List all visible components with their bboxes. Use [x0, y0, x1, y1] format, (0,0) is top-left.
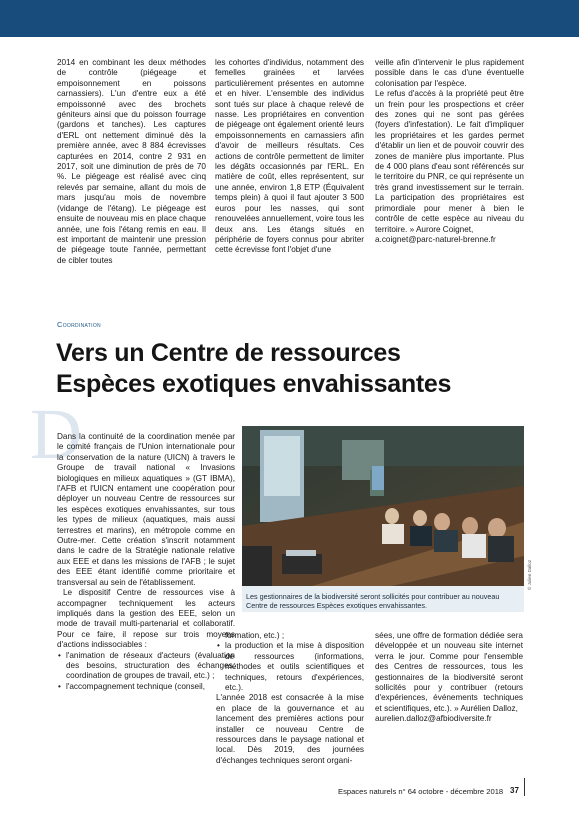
section-label: Coordination	[57, 320, 101, 329]
header-band	[0, 0, 579, 37]
top-column-2	[215, 58, 364, 256]
left-list-item: • l'accompagnement technique (conseil,	[66, 682, 235, 692]
top-col3-para1: veille afin d'intervenir le plus rapidement possible dans le cas d'une éventuelle colonisation par l'espèce.	[375, 58, 524, 88]
mid-list-item: • la production et la mise à disposition de ressources (informations, méthodes et outils scientifiques et techniques, retours d'expériences, etc.).	[225, 641, 364, 693]
right-para-1: sées, une offre de formation dédiée sera développée et un nouveau site internet verra le jour. Comme pour l'ensemble des Centres de ressources, tous les gestionnaires de la biodiversité seront sollicités pour y contribuer (retours d'expériences, événements techniques et scientifiques, etc.). » Aurélien Dalloz,	[375, 631, 523, 713]
top-col1-text: 2014 en combinant les deux méthodes de contrôle (piégeage et empoisonnement en poissons carnassiers). L'un d'entre eux a été empoissonné avec des brochets géniteurs ainsi que du poisson fourrage (gardons et tanches). Les captures d'ERL ont nettement diminué dès la première année, avec 8 884 écrevisses capturées en 2014, contre 2 931 en 2017, soit une diminution de près de 70 %. Le piégeage est réalisé avec cinq relevés par semaine, allant du mois de mars jusqu'au mois de novembre (vidange de l'étang). Le piégeage est ensuite de nouveau mis en place chaque année, une fois l'étang remis en eau. Il est important de maintenir une pression de piégeage toute l'année, permettant de cibler toutes	[57, 58, 206, 265]
photo-credit: © Julien Dalloz	[527, 559, 532, 590]
top-column-1	[57, 58, 206, 266]
photo-caption: Les gestionnaires de la biodiversité seront sollicités pour contribuer au nouveau Centre de ressources Espèces exotiques envahissantes.	[246, 592, 500, 610]
article-column-left	[57, 432, 235, 692]
page-number: 37	[510, 786, 519, 795]
left-para-2: Le dispositif Centre de ressources vise à accompagner techniquement les acteurs impliqués dans la gestion des EEE, selon un mode de travail multi-partenarial et collaboratif. Pour ce faire, il repose sur trois moyens d'actions indissociables :	[57, 588, 235, 650]
article-title	[56, 338, 526, 400]
title-line-2: Espèces exotiques envahissantes	[56, 370, 452, 398]
mid-list	[216, 641, 364, 693]
article-column-middle	[216, 631, 364, 766]
footer-publication: Espaces naturels n° 64 octobre - décembre 2018	[338, 787, 504, 796]
top-col3-para2: Le refus d'accès à la propriété peut être un frein pour les prospections et créer des zones qui ne sont pas gérées (foyers d'infestation). Le fait d'impliquer les propriétaires et les gardes permet d'établir un lien et de pouvoir couvrir des zones de manière plus importante. Plus de 4 000 plans d'eau sont référencés sur le territoire du PNR, ce qui représente un très grand investissement sur le terrain. La participation des propriétaires est primordiale pour mener à bien le contrôle de cette espèce au niveau du territoire. » Aurore Coignet,	[375, 89, 524, 234]
left-para-1: Dans la continuité de la coordination menée par le comité français de l'Union internationale pour la conservation de la nature (UICN) à travers le Groupe de travail national « Invasions biologiques en milieux aquatiques » (GT IBMA), l'AFB et l'UICN entament une coopération pour déployer un nouveau Centre de ressources sur les espèces exotiques envahissantes, sur tous les types de milieux (aquatiques, mais aussi terrestres et marins), en métropole comme en Outre-mer. Cette création s'inscrit notamment dans le cadre de la Stratégie nationale relative aux EEE et dans les missions de l'AFB ; le sujet des EEE étant identifié comme prioritaire et transversal au sein de l'établissement.	[57, 432, 235, 587]
footer-divider	[524, 778, 525, 796]
drop-cap: D	[30, 394, 82, 474]
top-col2-text: les cohortes d'individus, notamment des femelles grainées et larvées particulièrement présentes en automne et en hiver. L'ensemble des individus sont tués sur place à chaque relevé de nasse. Les propriétaires en convention de piégeage ont également orienté leurs empoissonnements en carnassiers afin d'avoir de meilleurs résultats. Ces actions de contrôle permettent de limiter les dégâts occasionnés par l'ERL. En matière de coût, elles représentent, sur une année, environ 1,8 ETP (Équivalent temps plein) à quoi il faut ajouter 3 500 euros pour les nasses, qui sont renouvelées annuellement, voire tous les deux ans. Les étangs situés en périphérie de foyers connus pour abriter cette écrevisse font l'objet d'une	[215, 58, 364, 255]
title-line-1: Vers un Centre de ressources	[56, 339, 401, 367]
left-list	[57, 651, 235, 693]
right-email[interactable]: aurelien.dalloz@afbiodiversite.fr	[375, 714, 492, 724]
top-column-3	[375, 58, 524, 245]
meeting-photo	[242, 426, 524, 586]
article-column-right	[375, 631, 523, 725]
mid-para-1: formation, etc.) ;	[225, 631, 285, 640]
top-col3-email[interactable]: a.coignet@parc-naturel-brenne.fr	[375, 234, 496, 244]
mid-para-2: L'année 2018 est consacrée à la mise en place de la gouvernance et au lancement des premières actions pour installer ce nouveau Centre de ressources dans le paysage national et local. Dès 2019, des journées d'échanges techniques seront organi-	[216, 693, 364, 765]
left-list-item: • l'animation de réseaux d'acteurs (évaluation des besoins, structuration des échanges, coordination de groupes de travail, etc.) ;	[66, 651, 235, 682]
meeting-photo-illustration	[242, 426, 524, 586]
